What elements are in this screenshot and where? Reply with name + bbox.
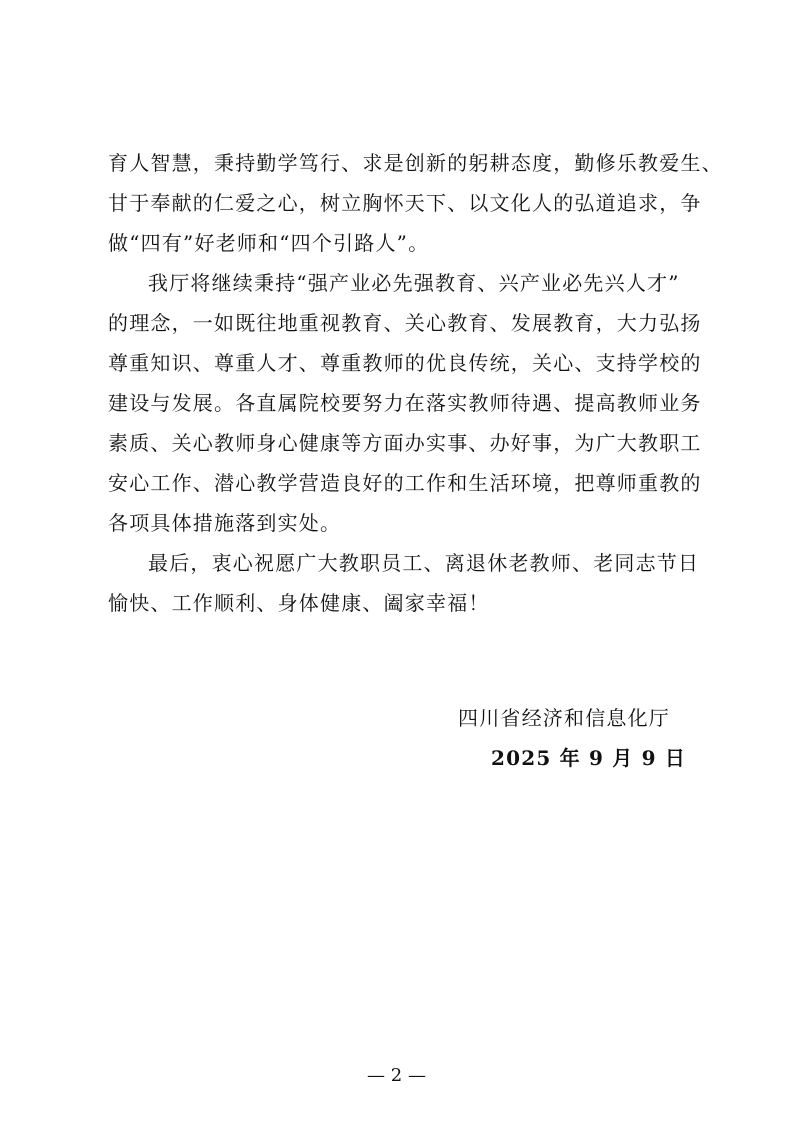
paragraph-1-line-1: 育人智慧，秉持勤学笃行、求是创新的躬耕态度，勤修乐教爱生、 <box>108 151 723 175</box>
paragraph-3-line-1: 最后，衷心祝愿广大教职员工、离退休老教师、老同志节日 <box>148 551 700 575</box>
paragraph-2-line-7: 各项具体措施落到实处。 <box>108 511 342 535</box>
paragraph-2-line-4: 建设与发展。各直属院校要努力在落实教师待遇、提高教师业务 <box>108 391 702 415</box>
paragraph-1-line-3: 做“四有”好老师和“四个引路人”。 <box>108 231 430 255</box>
paragraph-2-line-2: 的理念，一如既往地重视教育、关心教育、发展教育，大力弘扬 <box>108 311 702 335</box>
paragraph-1-line-2: 甘于奉献的仁爱之心，树立胸怀天下、以文化人的弘道追求，争 <box>108 191 702 215</box>
paragraph-3-line-2: 愉快、工作顺利、身体健康、阖家幸福！ <box>108 591 490 615</box>
paragraph-2-line-1: 我厅将继续秉持“强产业必先强教育、兴产业必先兴人才” <box>148 271 680 295</box>
paragraph-2-line-3: 尊重知识、尊重人才、尊重教师的优良传统，关心、支持学校的 <box>108 351 702 375</box>
paragraph-2-line-6: 安心工作、潜心教学营造良好的工作和生活环境，把尊师重教的 <box>108 471 702 495</box>
page-number: — 2 — <box>367 1065 426 1086</box>
paragraph-2-line-5: 素质、关心教师身心健康等方面办实事、办好事，为广大教职工 <box>108 431 702 455</box>
signature-date: 2025 年 9 月 9 日 <box>491 746 687 770</box>
signature-organization: 四川省经济和信息化厅 <box>458 706 670 730</box>
